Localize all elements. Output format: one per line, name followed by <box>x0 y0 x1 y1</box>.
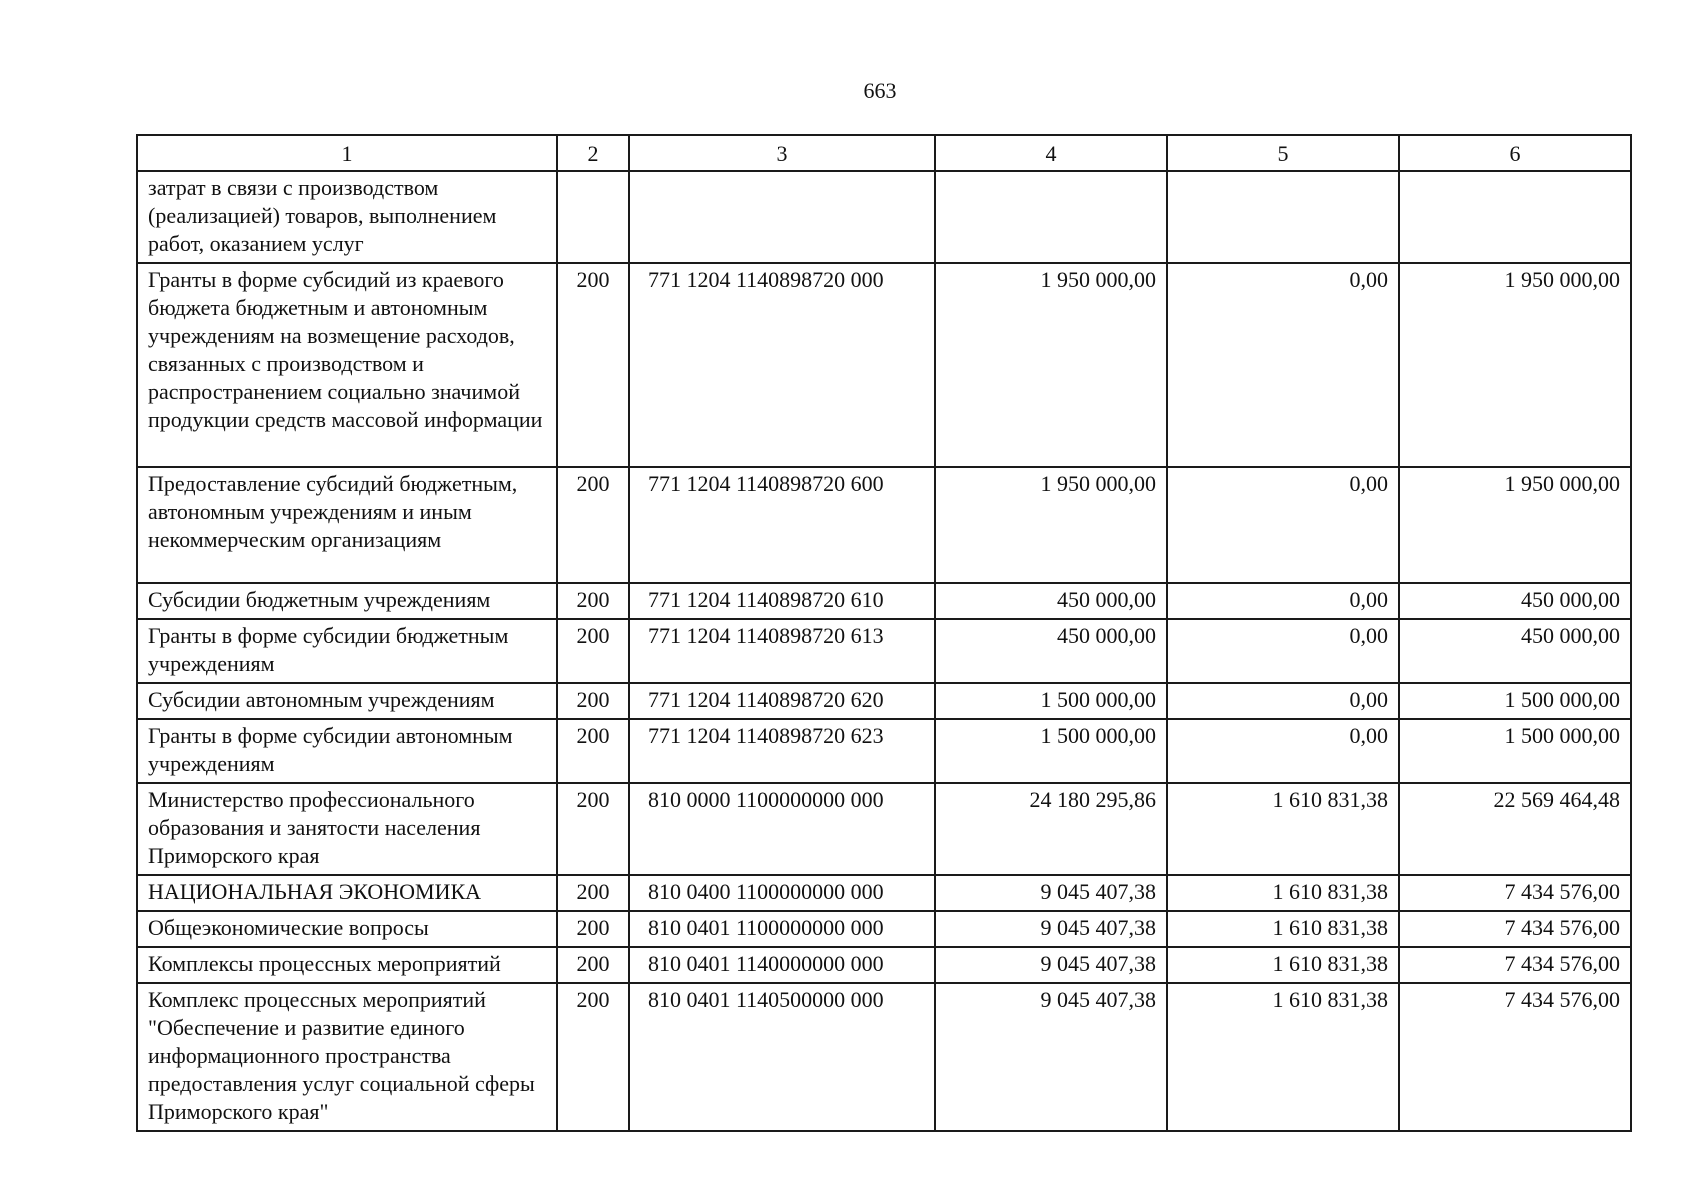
table-row <box>137 171 1631 263</box>
row-amount-col4: 24 180 295,86 <box>935 783 1167 875</box>
row-code: 810 0401 1140000000 000 <box>629 947 935 983</box>
row-amount-col4: 9 045 407,38 <box>935 875 1167 911</box>
table-row <box>137 875 1631 911</box>
row-code: 810 0400 1100000000 000 <box>629 875 935 911</box>
row-section: 200 <box>557 947 629 983</box>
row-amount-col4: 9 045 407,38 <box>935 911 1167 947</box>
table-row <box>137 947 1631 983</box>
row-name: затрат в связи с производством (реализацией) товаров, выполнением работ, оказанием услуг <box>137 171 557 263</box>
table-row <box>137 683 1631 719</box>
row-amount-col5: 0,00 <box>1167 619 1399 683</box>
row-code: 810 0000 1100000000 000 <box>629 783 935 875</box>
column-header-6: 6 <box>1399 135 1631 171</box>
row-amount-col5: 1 610 831,38 <box>1167 875 1399 911</box>
row-amount-col6: 7 434 576,00 <box>1399 875 1631 911</box>
row-amount-col4 <box>935 171 1167 263</box>
header-row <box>137 135 1631 171</box>
row-amount-col6: 1 500 000,00 <box>1399 683 1631 719</box>
row-name: Субсидии автономным учреждениям <box>137 683 557 719</box>
row-amount-col6: 7 434 576,00 <box>1399 983 1631 1131</box>
table-row <box>137 583 1631 619</box>
row-amount-col6: 450 000,00 <box>1399 583 1631 619</box>
row-code: 771 1204 1140898720 610 <box>629 583 935 619</box>
table-row <box>137 719 1631 783</box>
budget-table <box>136 134 1632 1132</box>
row-amount-col6: 1 500 000,00 <box>1399 719 1631 783</box>
row-code: 771 1204 1140898720 623 <box>629 719 935 783</box>
row-amount-col6 <box>1399 171 1631 263</box>
row-amount-col4: 450 000,00 <box>935 619 1167 683</box>
row-name: Министерство профессионального образования и занятости населения Приморского края <box>137 783 557 875</box>
row-amount-col4: 9 045 407,38 <box>935 983 1167 1131</box>
row-section: 200 <box>557 719 629 783</box>
row-amount-col5: 0,00 <box>1167 583 1399 619</box>
row-amount-col5: 1 610 831,38 <box>1167 983 1399 1131</box>
row-code: 810 0401 1140500000 000 <box>629 983 935 1131</box>
column-header-1: 1 <box>137 135 557 171</box>
row-code <box>629 171 935 263</box>
column-header-3: 3 <box>629 135 935 171</box>
row-name: Комплекс процессных мероприятий "Обеспечение и развитие единого информационного пространства предоставления услуг социальной сферы Приморского края" <box>137 983 557 1131</box>
row-code: 771 1204 1140898720 620 <box>629 683 935 719</box>
row-amount-col6: 22 569 464,48 <box>1399 783 1631 875</box>
row-name: Предоставление субсидий бюджетным, автономным учреждениям и иным некоммерческим организациям <box>137 467 557 583</box>
row-amount-col4: 1 500 000,00 <box>935 683 1167 719</box>
column-header-2: 2 <box>557 135 629 171</box>
row-section: 200 <box>557 783 629 875</box>
row-amount-col5: 0,00 <box>1167 683 1399 719</box>
table-header <box>137 135 1631 171</box>
row-name: Общеэкономические вопросы <box>137 911 557 947</box>
row-amount-col6: 7 434 576,00 <box>1399 947 1631 983</box>
row-name: Гранты в форме субсидии бюджетным учреждениям <box>137 619 557 683</box>
row-amount-col4: 1 950 000,00 <box>935 263 1167 467</box>
column-header-5: 5 <box>1167 135 1399 171</box>
table-row <box>137 911 1631 947</box>
row-amount-col5: 0,00 <box>1167 467 1399 583</box>
row-amount-col6: 1 950 000,00 <box>1399 467 1631 583</box>
row-amount-col5: 1 610 831,38 <box>1167 947 1399 983</box>
row-code: 771 1204 1140898720 613 <box>629 619 935 683</box>
row-code: 771 1204 1140898720 600 <box>629 467 935 583</box>
row-amount-col4: 450 000,00 <box>935 583 1167 619</box>
row-section: 200 <box>557 683 629 719</box>
page-number: 663 <box>863 78 897 103</box>
row-name: Гранты в форме субсидии автономным учреждениям <box>137 719 557 783</box>
row-section: 200 <box>557 875 629 911</box>
row-section: 200 <box>557 263 629 467</box>
column-header-4: 4 <box>935 135 1167 171</box>
row-name: Гранты в форме субсидий из краевого бюджета бюджетным и автономным учреждениям на возмещение расходов, связанных с производством и распространением социально значимой продукции средств массовой информации <box>137 263 557 467</box>
row-amount-col5: 0,00 <box>1167 719 1399 783</box>
row-name: Субсидии бюджетным учреждениям <box>137 583 557 619</box>
row-section: 200 <box>557 583 629 619</box>
row-amount-col5: 1 610 831,38 <box>1167 911 1399 947</box>
row-code: 771 1204 1140898720 000 <box>629 263 935 467</box>
row-amount-col5 <box>1167 171 1399 263</box>
row-amount-col5: 1 610 831,38 <box>1167 783 1399 875</box>
budget-table-container <box>136 134 1630 1132</box>
row-section <box>557 171 629 263</box>
table-row <box>137 983 1631 1131</box>
table-row <box>137 619 1631 683</box>
row-amount-col6: 1 950 000,00 <box>1399 263 1631 467</box>
row-code: 810 0401 1100000000 000 <box>629 911 935 947</box>
row-section: 200 <box>557 467 629 583</box>
row-name: Комплексы процессных мероприятий <box>137 947 557 983</box>
row-amount-col6: 450 000,00 <box>1399 619 1631 683</box>
row-amount-col5: 0,00 <box>1167 263 1399 467</box>
row-name: НАЦИОНАЛЬНАЯ ЭКОНОМИКА <box>137 875 557 911</box>
table-row <box>137 783 1631 875</box>
row-section: 200 <box>557 619 629 683</box>
table-row <box>137 263 1631 467</box>
row-amount-col4: 9 045 407,38 <box>935 947 1167 983</box>
row-amount-col6: 7 434 576,00 <box>1399 911 1631 947</box>
table-row <box>137 467 1631 583</box>
row-section: 200 <box>557 911 629 947</box>
row-amount-col4: 1 950 000,00 <box>935 467 1167 583</box>
row-amount-col4: 1 500 000,00 <box>935 719 1167 783</box>
table-body <box>137 171 1631 1131</box>
row-section: 200 <box>557 983 629 1131</box>
